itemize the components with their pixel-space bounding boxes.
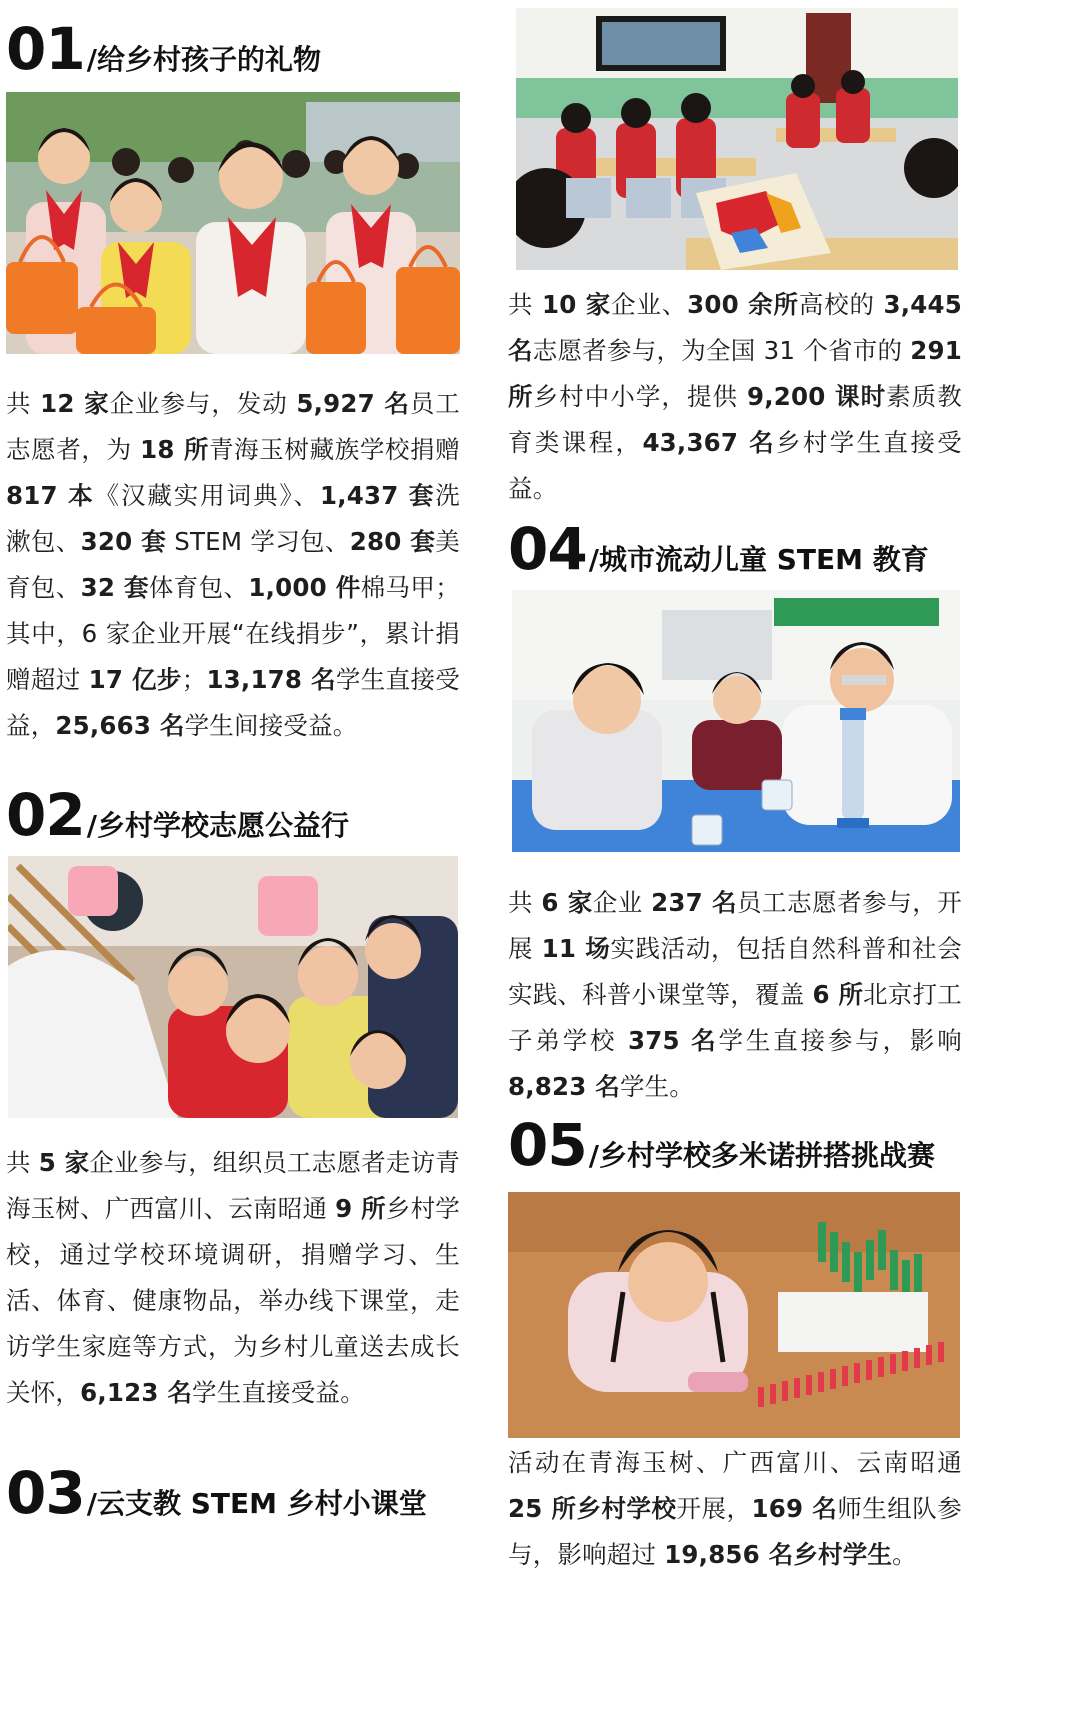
- paragraph-text: 学生直接受益。: [192, 1378, 365, 1407]
- highlight-figure: 25,663 名: [55, 711, 185, 740]
- highlight-figure: 817 本: [6, 481, 95, 510]
- highlight-figure: 32 套: [80, 573, 149, 602]
- paragraph-text: 美育包、: [6, 527, 460, 602]
- paragraph-text: 体育包、: [148, 573, 249, 602]
- paragraph-text: 企业、: [611, 290, 688, 319]
- paragraph-text: 北京打工子弟学校: [508, 980, 962, 1055]
- section-number: 03: [6, 1459, 85, 1527]
- section-03-paragraph: [508, 282, 962, 512]
- highlight-figure: 11 场: [541, 934, 611, 963]
- section-title: /给乡村孩子的礼物: [86, 43, 321, 76]
- highlight-figure: 320 套: [80, 527, 167, 556]
- section-04-heading: [508, 515, 929, 583]
- paragraph-text: 棉马甲；其中，6 家企业开展“在线捐步”，累计捐赠超过: [6, 573, 460, 694]
- highlight-figure: 291 所: [508, 336, 963, 411]
- paragraph-text: 高校的: [798, 290, 884, 319]
- highlight-figure: 5,927 名: [296, 389, 410, 418]
- paragraph-text: 学生间接受益。: [184, 711, 358, 740]
- highlight-figure: 17 亿步: [88, 665, 182, 694]
- photo-classroom-online-lesson: [516, 8, 958, 270]
- section-title: /乡村学校多米诺拼搭挑战赛: [588, 1139, 935, 1172]
- paragraph-text: 志愿者参与，为全国 31 个省市的: [532, 336, 911, 365]
- photo-stem-experiment: [512, 590, 960, 852]
- section-01-heading: [6, 15, 321, 83]
- highlight-figure: 43,367 名: [642, 428, 776, 457]
- paragraph-text: 实践活动，包括自然科普和社会实践、科普小课堂等，覆盖: [508, 934, 962, 1009]
- paragraph-text: 员工志愿者参与，开展: [508, 888, 962, 963]
- highlight-figure: 1,437 套: [319, 481, 436, 510]
- highlight-figure: 12 家: [40, 389, 110, 418]
- paragraph-text: 共: [508, 888, 542, 917]
- section-03-heading: [6, 1459, 427, 1527]
- highlight-figure: 3,445 名: [508, 290, 962, 365]
- section-01-paragraph: [6, 381, 460, 749]
- paragraph-text: 师生组队参与，影响超过: [508, 1494, 963, 1569]
- section-02-paragraph: [6, 1140, 460, 1416]
- highlight-figure: 25 所乡村学校: [508, 1494, 677, 1523]
- paragraph-text: 青海玉树藏族学校捐赠: [209, 435, 461, 464]
- paragraph-text: 乡村学生直接受益。: [508, 428, 962, 503]
- paragraph-text: 开展，: [676, 1494, 752, 1523]
- highlight-figure: 6,123 名: [80, 1378, 193, 1407]
- paragraph-text: 素质教育类课程，: [508, 382, 963, 457]
- paragraph-text: 。: [892, 1540, 917, 1569]
- highlight-figure: 5 家: [38, 1148, 90, 1177]
- section-number: 05: [508, 1111, 587, 1179]
- section-number: 04: [508, 515, 587, 583]
- section-05-paragraph: [508, 1440, 962, 1578]
- paragraph-text: 学生直接受益，: [6, 665, 460, 740]
- paragraph-text: 乡村学校，通过学校环境调研，捐赠学习、生活、体育、健康物品，举办线下课堂，走访学生家庭等方式，为乡村儿童送去成长关怀，: [6, 1194, 460, 1407]
- paragraph-text: 企业: [592, 888, 652, 917]
- section-title: /云支教 STEM 乡村小课堂: [86, 1487, 427, 1520]
- highlight-figure: 9 所: [335, 1194, 386, 1223]
- highlight-figure: 280 套: [349, 527, 436, 556]
- section-number: 01: [6, 15, 85, 83]
- section-02-heading: [6, 781, 349, 849]
- paragraph-text: 共: [6, 389, 41, 418]
- photo-domino-challenge: [508, 1192, 960, 1438]
- highlight-figure: 169 名: [751, 1494, 838, 1523]
- paragraph-text: 乡村中小学，提供: [533, 382, 747, 411]
- paragraph-text: 企业参与，组织员工志愿者走访青海玉树、广西富川、云南昭通: [6, 1148, 460, 1223]
- highlight-figure: 8,823 名: [508, 1072, 620, 1101]
- highlight-figure: 6 家: [541, 888, 593, 917]
- highlight-figure: 13,178 名: [206, 665, 336, 694]
- highlight-figure: 300 余所: [687, 290, 799, 319]
- section-05-heading: [508, 1111, 935, 1179]
- paragraph-text: ；: [181, 665, 207, 694]
- highlight-figure: 10 家: [541, 290, 612, 319]
- highlight-figure: 18 所: [140, 435, 209, 464]
- highlight-figure: 6 所: [812, 980, 864, 1009]
- paragraph-text: 共: [6, 1148, 39, 1177]
- highlight-figure: 9,200 课时: [746, 382, 887, 411]
- paragraph-text: 洗漱包、: [6, 481, 460, 556]
- photo-kids-volunteer-visit: [8, 856, 458, 1118]
- paragraph-text: STEM 学习包、: [166, 527, 350, 556]
- paragraph-text: 活动在青海玉树、广西富川、云南昭通: [508, 1448, 962, 1477]
- paragraph-text: 共: [508, 290, 542, 319]
- highlight-figure: 375 名: [628, 1026, 719, 1055]
- paragraph-text: 企业参与，发动: [109, 389, 297, 418]
- paragraph-text: 员工志愿者，为: [6, 389, 460, 464]
- highlight-figure: 19,856 名乡村学生: [664, 1540, 893, 1569]
- paragraph-text: 《汉藏实用词典》、: [94, 481, 320, 510]
- highlight-figure: 1,000 件: [248, 573, 361, 602]
- paragraph-text: 学生直接参与，影响: [718, 1026, 962, 1055]
- section-title: /城市流动儿童 STEM 教育: [588, 543, 929, 576]
- section-title: /乡村学校志愿公益行: [86, 809, 349, 842]
- section-04-paragraph: [508, 880, 962, 1110]
- photo-children-gift-bags: [6, 92, 460, 354]
- highlight-figure: 237 名: [651, 888, 737, 917]
- paragraph-text: 学生。: [619, 1072, 695, 1101]
- section-number: 02: [6, 781, 85, 849]
